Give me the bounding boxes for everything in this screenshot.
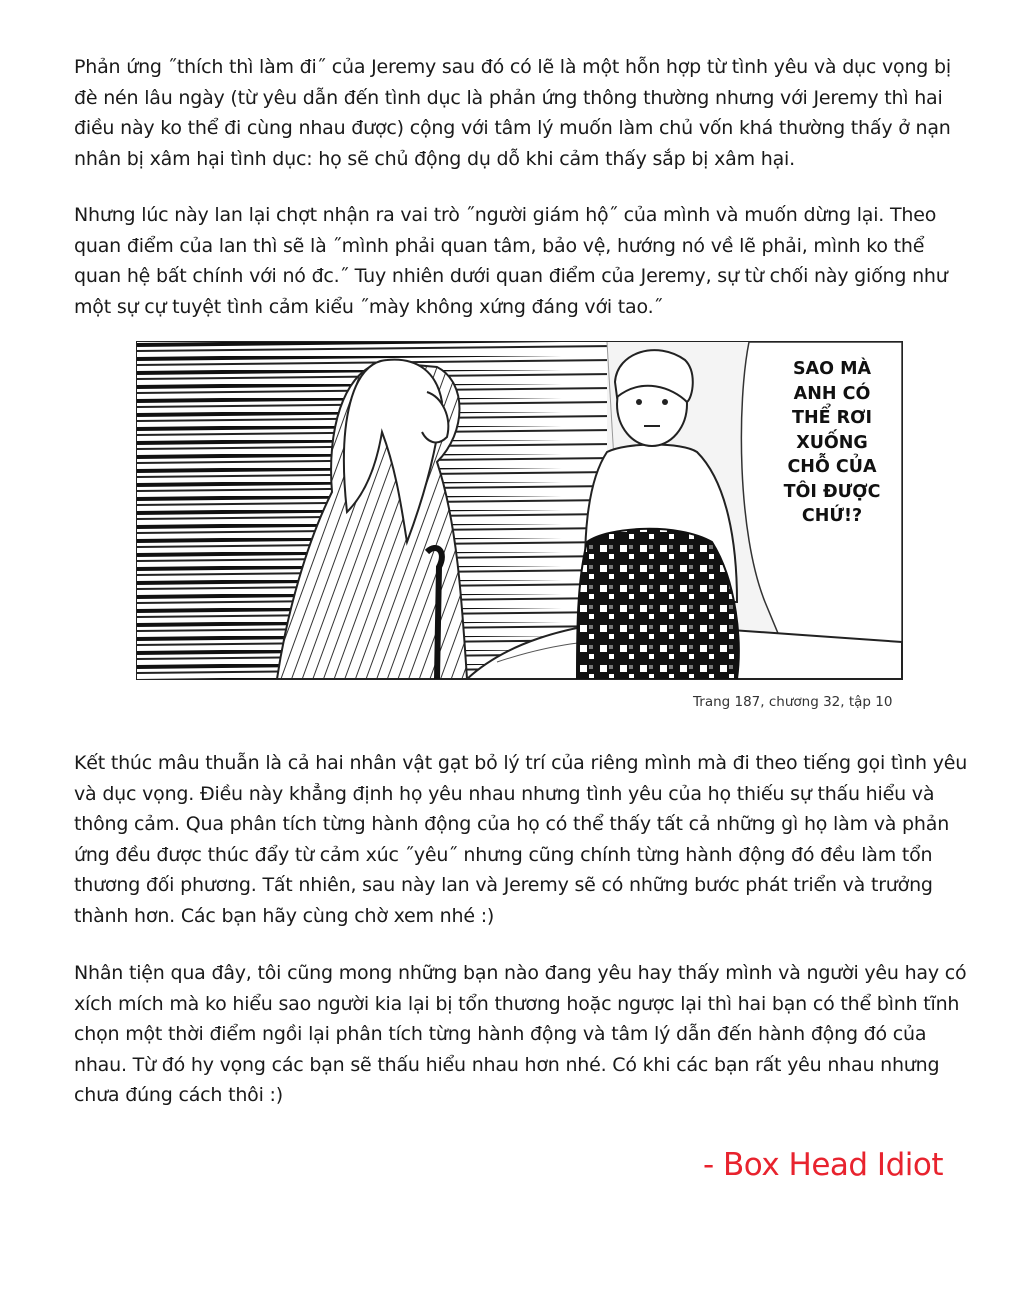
image-caption: Trang 187, chương 32, tập 10 bbox=[693, 694, 893, 710]
speech-line: CHỖ CỦA bbox=[787, 457, 877, 477]
speech-line: XUỐNG bbox=[796, 432, 868, 453]
speech-line: SAO MÀ bbox=[792, 359, 872, 379]
speech-line: TÔI ĐƯỢC bbox=[783, 481, 881, 502]
paragraph-2: Nhưng lúc này lan lại chợt nhận ra vai trò ˝người giám hộ˝ của mình và muốn dừng lại. Theo quan điểm của lan thì sẽ là ˝mình phải quan tâm, bảo vệ, hướng nó về lẽ phải, mình ko thể quan hệ bất chính với nó đc.˝ Tuy nhiên dưới quan điểm của Jeremy, sự từ chối này giống như một sự cự tuyệt tình cảm kiểu ˝mày không xứng đáng với tao.˝ bbox=[74, 204, 948, 318]
author-signature: - Box Head Idiot bbox=[703, 1147, 943, 1183]
paragraph-3: Kết thúc mâu thuẫn là cả hai nhân vật gạt bỏ lý trí của riêng mình mà đi theo tiếng gọi tình yêu và dục vọng. Điều này khẳng định họ yêu nhau nhưng tình yêu của họ thiếu sự thấu hiểu và thông cảm. Qua phân tích từng hành động của họ có thể thấy tất cả những gì họ làm và phản ứng đều được thúc đẩy từ cảm xúc ˝yêu˝ nhưng cũng chính từng hành động đó đều làm tổn thương đối phương. Tất nhiên, sau này lan và Jeremy sẽ có những bước phát triển và trưởng thành hơn. Các bạn hãy cùng chờ xem nhé :) bbox=[74, 752, 968, 927]
paragraph-4: Nhân tiện qua đây, tôi cũng mong những bạn nào đang yêu hay thấy mình và người yêu hay có xích mích mà ko hiểu sao người kia lại bị tổn thương hoặc ngược lại thì hai bạn có thể bình tĩnh chọn một thời điểm ngồi lại phân tích từng hành động và tâm lý dẫn đến hành động đó của nhau. Từ đó hy vọng các bạn sẽ thấu hiểu nhau hơn nhé. Có khi các bạn rất yêu nhau nhưng chưa đúng cách thôi :) bbox=[74, 962, 967, 1106]
speech-line: ANH CÓ bbox=[793, 383, 871, 404]
speech-line: CHỨ!? bbox=[801, 506, 863, 526]
speech-bubble-text bbox=[762, 357, 902, 529]
speech-line: THỂ RƠI bbox=[792, 408, 872, 428]
paragraph-1: Phản ứng ˝thích thì làm đi˝ của Jeremy sau đó có lẽ là một hỗn hợp từ tình yêu và dục vọng bị đè nén lâu ngày (từ yêu dẫn đến tình dục là phản ứng thông thường nhưng với Jeremy thì hai điều này ko thể đi cùng nhau được) cộng với tâm lý muốn làm chủ vốn khá thường thấy ở nạn nhân bị xâm hại tình dục: họ sẽ chủ động dụ dỗ khi cảm thấy sắp bị xâm hại. bbox=[74, 56, 951, 170]
